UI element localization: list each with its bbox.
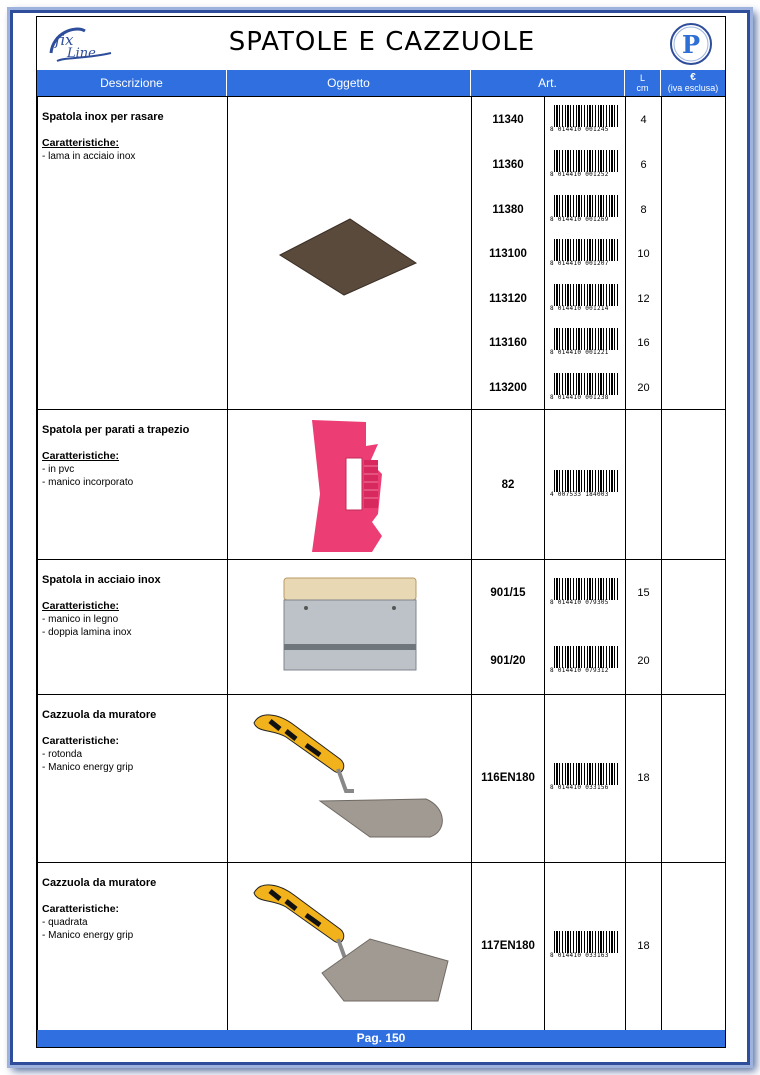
price-cell	[662, 695, 726, 863]
art-cell	[472, 863, 545, 1031]
barcode-cell	[545, 695, 626, 863]
product-row	[38, 560, 726, 695]
round-trowel-image	[250, 707, 450, 847]
col-length-l: L	[639, 73, 645, 83]
length-cell	[626, 560, 662, 695]
price-cell	[662, 410, 726, 560]
length-cell	[626, 410, 662, 560]
product-name: Spatola per parati a trapezio	[42, 424, 190, 436]
length-value: 10	[637, 248, 650, 260]
column-header-row	[37, 70, 725, 96]
length-cell	[626, 97, 662, 410]
barcode: 8 014410 079305	[550, 578, 620, 608]
art-code: 117EN180	[481, 940, 535, 952]
page-title: SPATOLE E CAZZUOLE	[228, 27, 536, 57]
length-cell	[626, 695, 662, 863]
p-badge-icon	[669, 22, 713, 66]
product-row	[38, 97, 726, 410]
features-title: Caratteristiche:	[42, 735, 120, 747]
product-image-cell	[228, 863, 472, 1031]
product-name: Spatola in acciaio inox	[42, 574, 161, 586]
fixline-logo	[45, 23, 115, 65]
barcode: 8 014410 033163	[550, 931, 620, 961]
product-image-cell	[228, 410, 472, 560]
price-cell	[662, 97, 726, 410]
features-title: Caratteristiche:	[42, 903, 120, 915]
feature-line: - Manico energy grip	[42, 930, 134, 941]
length-value: 18	[637, 772, 650, 784]
product-description	[38, 695, 228, 863]
col-oggetto: Oggetto	[227, 70, 471, 96]
length-value: 18	[637, 940, 650, 952]
col-length	[625, 70, 661, 96]
feature-line: - rotonda	[42, 749, 83, 760]
feature-line: - in pvc	[42, 464, 75, 475]
col-length-unit: cm	[636, 83, 649, 93]
product-description	[38, 863, 228, 1031]
barcode: 8 014410 001252	[550, 150, 620, 180]
barcode-cell	[545, 97, 626, 410]
art-cell	[472, 410, 545, 560]
feature-line: - doppia lamina inox	[42, 627, 132, 638]
barcode: 8 014410 033156	[550, 763, 620, 793]
barcode-cell	[545, 410, 626, 560]
art-code: 11360	[492, 159, 524, 171]
page-header	[37, 17, 725, 70]
barcode: 8 014410 001269	[550, 195, 620, 225]
art-code: 11340	[492, 114, 524, 126]
features-title: Caratteristiche:	[42, 137, 120, 149]
length-value: 16	[637, 337, 650, 349]
product-row	[38, 863, 726, 1031]
feature-line: - Manico energy grip	[42, 762, 134, 773]
barcode: 4 007533 184003	[550, 470, 620, 500]
product-image-cell	[228, 97, 472, 410]
length-value: 6	[640, 159, 647, 171]
col-price	[661, 70, 725, 96]
art-code: 113100	[489, 248, 527, 260]
art-code: 11380	[492, 204, 524, 216]
col-descrizione: Descrizione	[37, 70, 227, 96]
product-description	[38, 410, 228, 560]
logo-top-text: fix	[55, 31, 74, 49]
product-description	[38, 560, 228, 695]
length-value: 20	[637, 655, 650, 667]
art-code: 113160	[489, 337, 527, 349]
product-image-cell	[228, 560, 472, 695]
art-code: 113120	[489, 293, 527, 305]
art-code: 82	[501, 479, 515, 491]
art-code: 901/15	[490, 587, 526, 599]
feature-line: - quadrata	[42, 917, 88, 928]
length-cell	[626, 863, 662, 1031]
feature-line: - lama in acciaio inox	[42, 151, 136, 162]
product-name: Cazzuola da muratore	[42, 877, 157, 889]
art-code: 901/20	[490, 655, 526, 667]
barcode: 8 014410 001238	[550, 373, 620, 403]
product-image-cell	[228, 695, 472, 863]
barcode: 8 014410 001214	[550, 284, 620, 314]
features-title: Caratteristiche:	[42, 600, 120, 612]
price-cell	[662, 863, 726, 1031]
art-code: 113200	[489, 382, 527, 394]
art-cell	[472, 97, 545, 410]
art-cell	[472, 695, 545, 863]
length-value: 4	[640, 114, 647, 126]
pink-pvc-spatula-image	[308, 418, 398, 554]
product-table	[37, 96, 726, 1031]
logo-bottom-text: Line	[67, 46, 96, 61]
features-title: Caratteristiche:	[42, 450, 120, 462]
barcode-cell	[545, 863, 626, 1031]
steel-spatula-wood-handle-image	[280, 576, 420, 672]
product-name: Spatola inox per rasare	[42, 111, 164, 123]
length-value: 15	[637, 587, 650, 599]
feature-line: - manico in legno	[42, 614, 119, 625]
col-art: Art.	[471, 70, 625, 96]
page-number-footer: Pag. 150	[37, 1030, 725, 1047]
product-row	[38, 410, 726, 560]
price-cell	[662, 560, 726, 695]
barcode: 8 014410 001221	[550, 328, 620, 358]
length-value: 20	[637, 382, 650, 394]
steel-blade-image	[278, 217, 418, 297]
barcode: 8 014410 001245	[550, 105, 620, 135]
barcode: 8 014410 001207	[550, 239, 620, 269]
catalog-page	[36, 16, 726, 1048]
col-price-note: (iva esclusa)	[667, 83, 719, 93]
col-price-symbol: €	[690, 72, 696, 83]
length-value: 12	[637, 293, 650, 305]
product-description	[38, 97, 228, 410]
length-value: 8	[640, 204, 647, 216]
product-row	[38, 695, 726, 863]
badge-letter: P	[681, 30, 701, 59]
barcode: 8 014410 079312	[550, 646, 620, 676]
feature-line: - manico incorporato	[42, 477, 134, 488]
product-name: Cazzuola da muratore	[42, 709, 157, 721]
art-code: 116EN180	[481, 772, 535, 784]
art-cell	[472, 560, 545, 695]
square-trowel-image	[250, 877, 450, 1017]
barcode-cell	[545, 560, 626, 695]
